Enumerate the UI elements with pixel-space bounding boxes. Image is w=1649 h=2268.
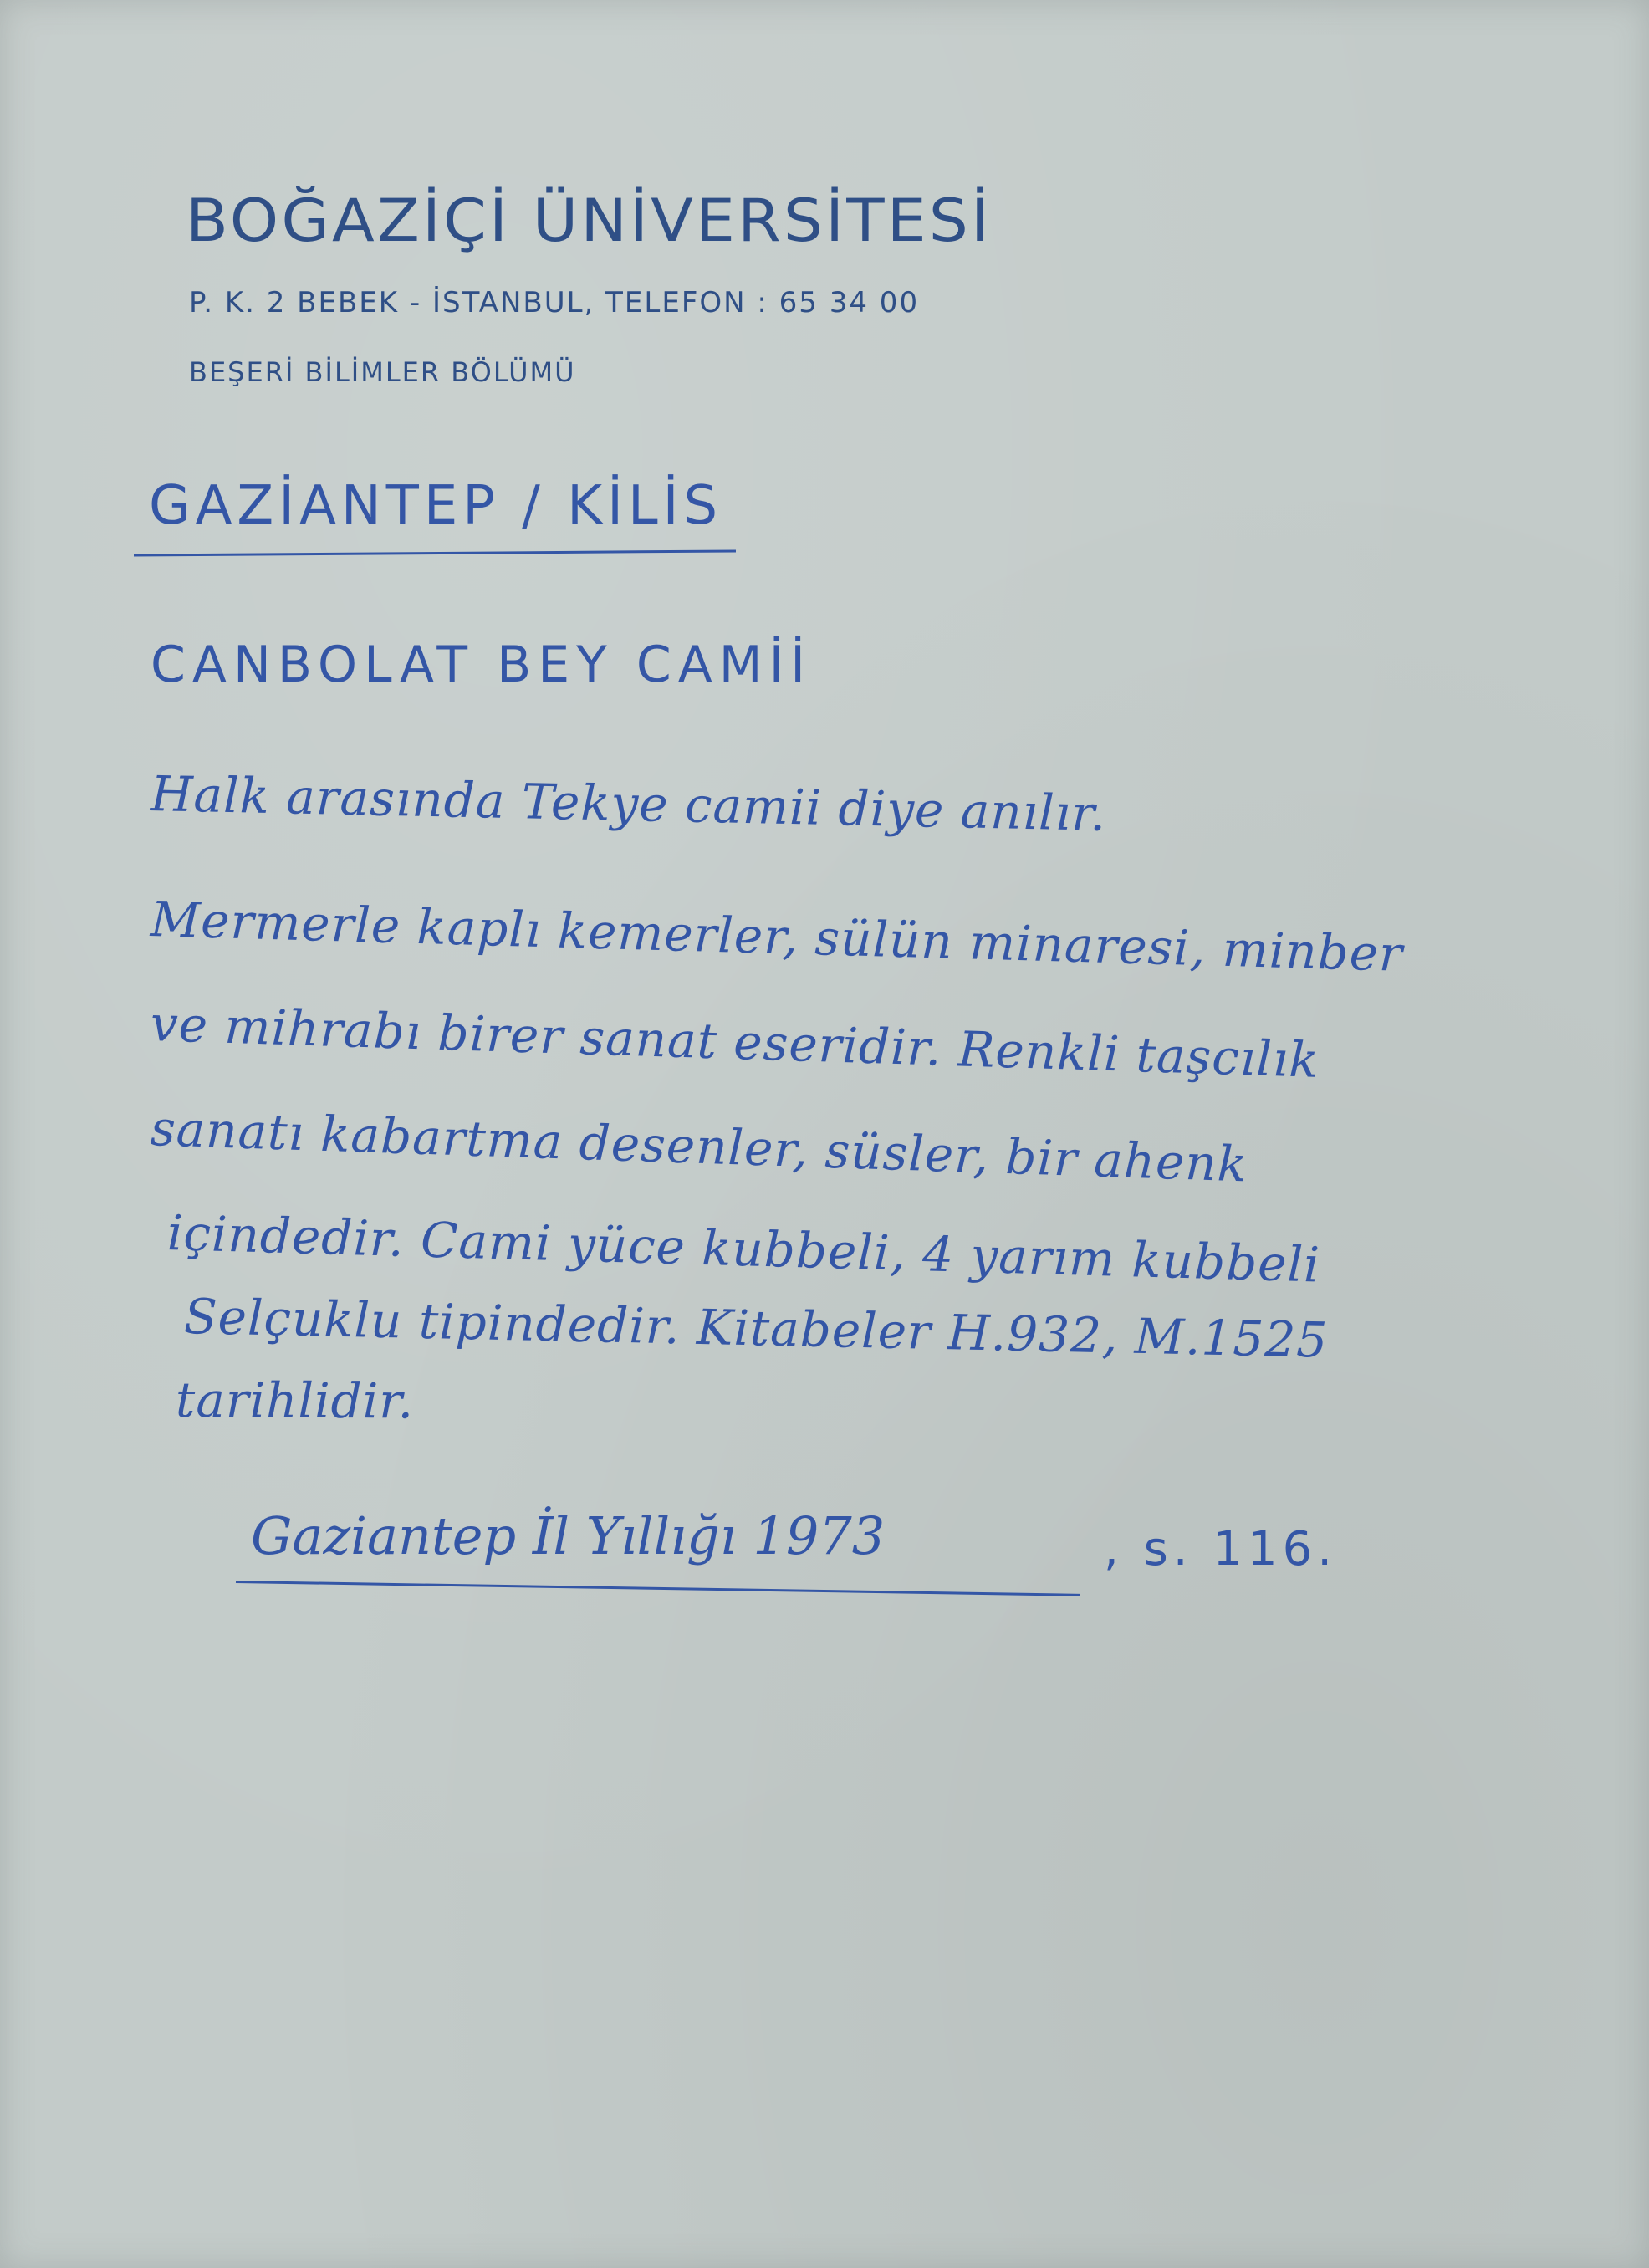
citation-source: Gaziantep İl Yıllığı 1973 — [251, 1505, 886, 1566]
note-line: içindedir. Cami yüce kubbeli, 4 yarım kubbeli — [166, 1204, 1321, 1294]
department-name: BEŞERİ BİLİMLER BÖLÜMÜ — [189, 356, 576, 388]
note-line: ve mihrabı birer sanat eseridir. Renkli taşcılık — [149, 995, 1320, 1089]
institution-address: P. K. 2 BEBEK - İSTANBUL, TELEFON : 65 34 00 — [189, 286, 920, 319]
institution-name: BOĞAZİÇİ ÜNİVERSİTESİ — [186, 186, 993, 255]
note-line: tarihlidir. — [175, 1372, 415, 1430]
note-line: Selçuklu tipindedir. Kitabeler H.932, M.1525 — [183, 1288, 1329, 1369]
note-line: Mermerle kaplı kemerler, sülün minaresi, minber — [150, 891, 1404, 983]
heading-underline — [134, 549, 736, 556]
citation-page: , s. 116. — [1104, 1522, 1338, 1576]
citation — [251, 1505, 1338, 1606]
note-line: sanatı kabartma desenler, süsler, bir ahenk — [149, 1100, 1249, 1193]
citation-underline — [236, 1581, 1080, 1596]
note-line: Halk arasında Tekye camii diye anılır. — [150, 765, 1107, 842]
mosque-name: CANBOLAT BEY CAMİİ — [151, 636, 812, 694]
note-heading: GAZİANTEP / KİLİS — [149, 475, 723, 537]
letterhead — [186, 186, 1273, 388]
